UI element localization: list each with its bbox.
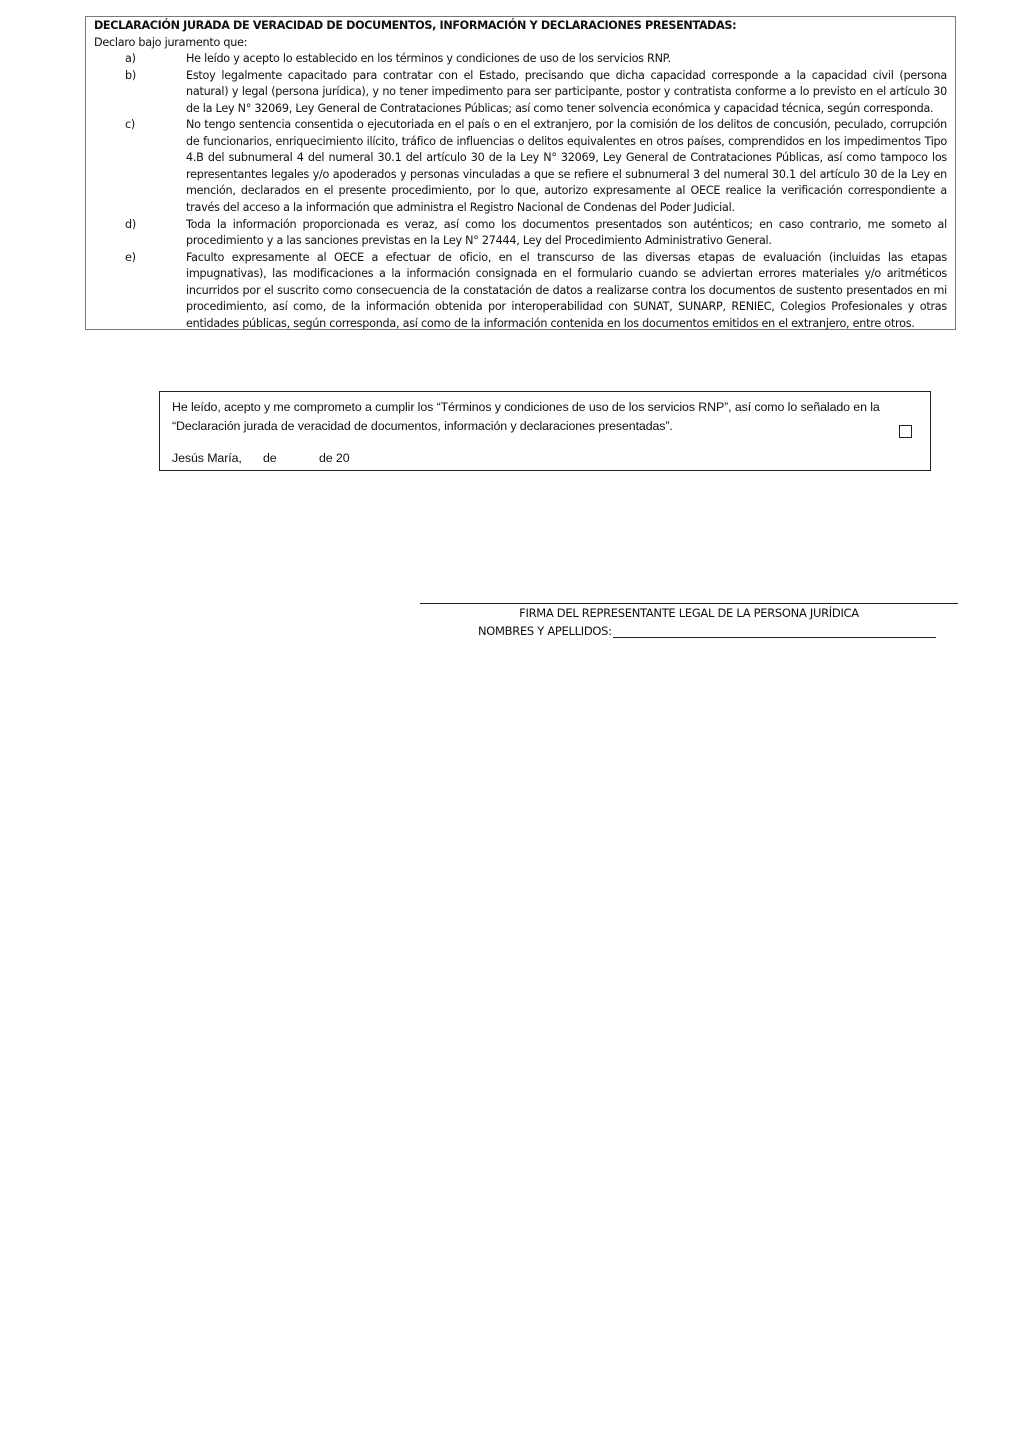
declaration-title: DECLARACIÓN JURADA DE VERACIDAD DE DOCUMENTOS, INFORMACIÓN Y DECLARACIONES PRESENTADAS: (94, 19, 737, 32)
item-text: He leído y acepto lo establecido en los términos y condiciones de uso de los servicios RNP. (186, 52, 671, 66)
declaration-item-e (94, 250, 947, 333)
declaration-intro: Declaro bajo juramento que: (94, 35, 248, 49)
item-text: Faculto expresamente al OECE a efectuar de oficio, en el transcurso de las diversas etapas de evaluación (incluidas las etapas impugnativas), las modificaciones a la información consignada en el formulario cuando se adviertan errores materiales y/o aritméticos incurridos por el suscrito como consecuencia de la constatación de datos a realizarse contra los documentos de sustento presentados en mi procedimiento, así como, de la información obtenida por interoperabilidad con SUNAT, SUNARP, RENIEC, Colegios Profesionales y otras entidades públicas, según corresponda, así como de la información contenida en los documentos emitidos en el extranjero, entre otros. (186, 250, 947, 330)
date-de-month: de (263, 451, 277, 465)
signature-line (420, 603, 958, 604)
names-line (613, 637, 936, 638)
item-letter: d) (125, 217, 136, 231)
declaration-item-a (94, 51, 947, 68)
item-letter: c) (125, 118, 136, 132)
declaration-item-c (94, 117, 947, 216)
item-text: Toda la información proporcionada es veraz, así como los documentos presentados son auténticos; en caso contrario, me someto al procedimiento y a las sanciones previstas en la Ley N° 27444, Ley del Procedimiento Administrativo General. (186, 217, 947, 248)
item-letter: a) (125, 52, 136, 66)
declaration-item-d (94, 217, 947, 250)
declaration-item-b (94, 68, 947, 118)
names-label: NOMBRES Y APELLIDOS: (478, 624, 612, 638)
date-place: Jesús María, (172, 451, 242, 465)
declaration-list (94, 51, 947, 332)
acceptance-checkbox[interactable] (899, 425, 912, 438)
item-text: Estoy legalmente capacitado para contratar con el Estado, precisando que dicha capacidad corresponde a la capacidad civil (persona natural) y legal (persona jurídica), y no tener impedimento para ser participante, postor y contratista conforme a lo previsto en el artículo 30 de la Ley N° 32069, Ley General de Contrataciones Públicas; así como tener solvencia económica y capacidad técnica, según corresponda. (186, 68, 947, 115)
acceptance-box (159, 391, 931, 471)
date-de-year: de 20 (319, 451, 350, 465)
item-letter: e) (125, 250, 136, 264)
declaration-box (85, 16, 956, 330)
item-text: No tengo sentencia consentida o ejecutoriada en el país o en el extranjero, por la comisión de los delitos de concusión, peculado, corrupción de funcionarios, enriquecimiento ilícito, tráfico de influencias o delitos equivalentes en otros países, comprendidos en los impedimentos Tipo 4.B del subnumeral 4 del numeral 30.1 del artículo 30 de la Ley N° 32069, Ley General de Contrataciones Públicas, así como tampoco los representantes legales y/o apoderados y personas vinculadas a que se refiere el subnumeral 3 del numeral 30.1 del artículo 30 de la Ley en mención, declarados en el presente procedimiento, por lo que, autorizo expresamente al OECE realice la verificación correspondiente a través del acceso a la información que administra el Registro Nacional de Condenas del Poder Judicial. (186, 118, 947, 215)
signature-label: FIRMA DEL REPRESENTANTE LEGAL DE LA PERSONA JURÍDICA (519, 606, 859, 620)
item-letter: b) (125, 68, 136, 82)
acceptance-text: He leído, acepto y me comprometo a cumplir los “Términos y condiciones de uso de los servicios RNP”, así como lo señalado en la “Declaración jurada de veracidad de documentos, información y declaraciones presentadas”. (172, 400, 880, 433)
